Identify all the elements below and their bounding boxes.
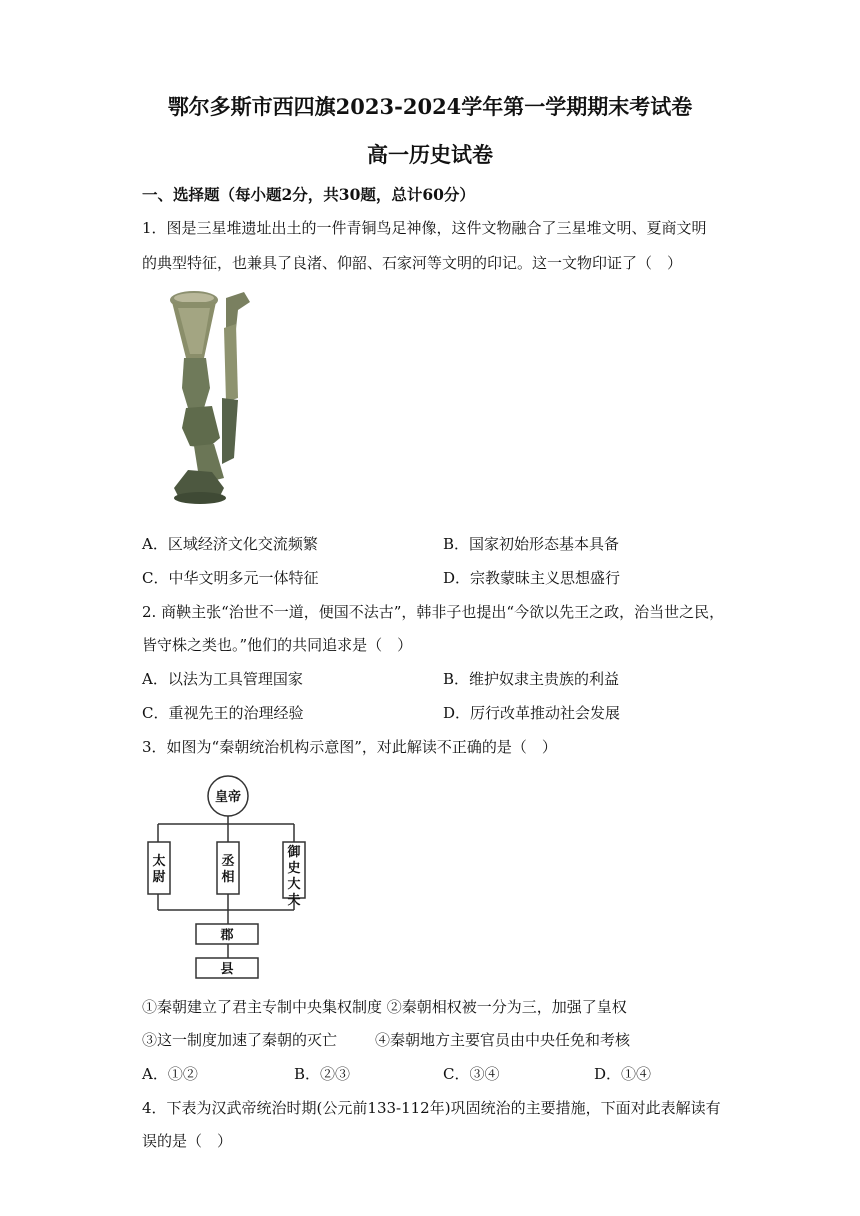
q1-option-a: A．区域经济文化交流频繁 — [142, 535, 318, 553]
taiwei-label: 太尉 — [152, 854, 166, 885]
q3-option-a: A．①② — [142, 1065, 198, 1083]
q4-stem-line: 4．下表为汉武帝统治时期(公元前133-112年)巩固统治的主要措施，下面对此表解读有 — [142, 1099, 721, 1117]
qin-government-structure-diagram — [140, 772, 310, 982]
q2-stem-line: 皆守株之类也。”他们的共同追求是（ ） — [142, 636, 413, 654]
q2-stem-line: 2. 商鞅主张“治世不一道，便国不法古”，韩非子也提出“今欲以先王之政，治当世之民， — [142, 603, 725, 621]
q3-option-b: B．②③ — [294, 1065, 351, 1083]
exam-title: 鄂尔多斯市西四旗2023-2024学年第一学期期末考试卷 — [167, 94, 693, 119]
bronze-bird-foot-statue-image — [164, 288, 260, 514]
q3-option-c: C．③④ — [443, 1065, 500, 1083]
q3-stem-line: 3．如图为“秦朝统治机构示意图”，对此解读不正确的是（ ） — [142, 738, 557, 756]
q3-statement-line: ①秦朝建立了君主专制中央集权制度 ②秦朝相权被一分为三，加强了皇权 — [142, 998, 627, 1016]
q1-stem-line: 1．图是三星堆遗址出土的一件青铜鸟足神像，这件文物融合了三星堆文明、夏商文明 — [142, 219, 707, 237]
q1-stem-line: 的典型特征，也兼具了良渚、仰韶、石家河等文明的印记。这一文物印证了（ ） — [142, 254, 683, 272]
q2-option-a: A．以法为工具管理国家 — [142, 670, 303, 688]
jun-label: 郡 — [220, 928, 234, 943]
emperor-label: 皇帝 — [214, 790, 242, 805]
q1-option-d: D．宗教蒙昧主义思想盛行 — [443, 569, 621, 587]
q1-option-b: B．国家初始形态基本具备 — [443, 535, 620, 553]
q3-statement-4: ④秦朝地方主要官员由中央任免和考核 — [375, 1031, 631, 1049]
xian-label: 县 — [220, 962, 234, 977]
q2-option-d: D．厉行改革推动社会发展 — [443, 704, 621, 722]
q3-option-d: D．①④ — [594, 1065, 652, 1083]
exam-subtitle: 高一历史试卷 — [367, 142, 493, 167]
yushidafu-label: 御史大夫 — [287, 845, 301, 908]
q1-option-c: C．中华文明多元一体特征 — [142, 569, 319, 587]
q3-statement-3: ③这一制度加速了秦朝的灭亡 — [142, 1031, 338, 1049]
q2-option-b: B．维护奴隶主贵族的利益 — [443, 670, 620, 688]
chengxiang-label: 丞相 — [221, 854, 235, 885]
q2-option-c: C．重视先王的治理经验 — [142, 704, 304, 722]
section-heading: 一、选择题（每小题2分，共30题，总计60分） — [142, 185, 475, 204]
q4-stem-line: 误的是（ ） — [142, 1132, 233, 1150]
